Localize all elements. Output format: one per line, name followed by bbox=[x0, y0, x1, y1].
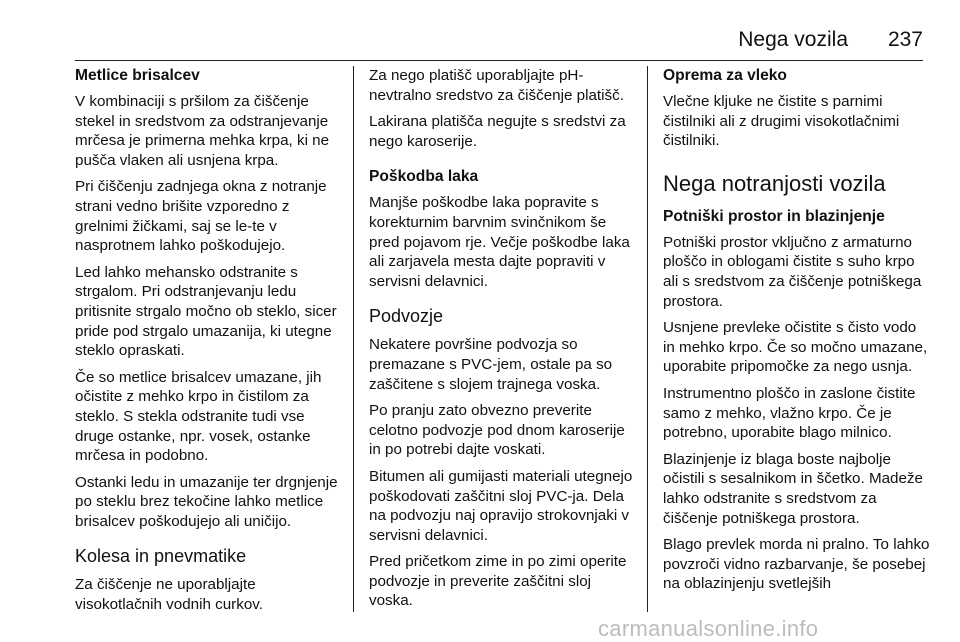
column-2 bbox=[369, 66, 637, 618]
paragraph: Usnjene prevleke očistite s čisto vodo in mehko krpo. Če so močno umazane, uporabite pripomočke za nego usnja. bbox=[663, 319, 928, 376]
column-divider-2 bbox=[647, 66, 648, 612]
paragraph: Če so metlice brisalcev umazane, jih očistite z mehko krpo in čistilom za steklo. S stekla odstranite tudi vse druge ostanke, npr. vosek, ostanke mrčesa in podobno. bbox=[75, 368, 322, 465]
paragraph: Led lahko mehansko odstranite s strgalom. Pri odstranjevanju ledu pritisnite strgalo močno ob steklo, sicer pride pod strgalo umazanija, ki utegne steklo opraskati. bbox=[75, 263, 337, 360]
paragraph: Blazinjenje iz blaga boste najbolje očistili s sesalnikom in ščetko. Madeže lahko odstranite s sredstvom za čiščenje potniškega prostora. bbox=[663, 450, 923, 527]
paragraph: Nekatere površine podvozja so premazane s PVC-jem, ostale pa so zaščitene s slojem trajnega voska. bbox=[369, 336, 613, 393]
heading-wheels: Kolesa in pnevmatike bbox=[75, 546, 247, 567]
header-title: Nega vozila bbox=[738, 28, 848, 51]
paragraph: Lakirana platišča negujte s sredstvi za nego karoserije. bbox=[369, 113, 626, 150]
paragraph: Vlečne kljuke ne čistite s parnimi čistilniki ali z drugimi visokotlačnimi čistilniki. bbox=[663, 93, 900, 150]
heading-underbody: Podvozje bbox=[369, 306, 444, 327]
paragraph: Pred pričetkom zime in po zimi operite podvozje in preverite zaščitni sloj voska. bbox=[369, 553, 627, 610]
page-number: 237 bbox=[887, 28, 923, 51]
paragraph: Potniški prostor vključno z armaturno ploščo in oblogami čistite s suho krpo ali s sredstvom za čiščenje potniškega prostora. bbox=[663, 233, 922, 310]
heading-wipers: Metlice brisalcev bbox=[75, 67, 200, 84]
paragraph: Blago prevlek morda ni pralno. To lahko povzroči vidno razbarvanje, še posebej na oblazinjenju svetlejših bbox=[663, 536, 930, 593]
paragraph: Za nego platišč uporabljajte pH-nevtralno sredstvo za čiščenje platišč. bbox=[369, 67, 624, 104]
paragraph: Ostanki ledu in umazanije ter drgnjenje po steklu brez tekočine lahko metlice brisalcev poškodujejo ali uničijo. bbox=[75, 473, 338, 530]
paragraph: Instrumentno ploščo in zaslone čistite samo z mehko, vlažno krpo. Če je potrebno, uporabite blago milnico. bbox=[663, 384, 916, 442]
watermark: carmanualsonline.info bbox=[598, 616, 819, 641]
paragraph: Pri čiščenju zadnjega okna z notranje strani vedno brišite vzporedno z grelnimi žičkami, saj se le-te v nasprotnem lahko poškodujejo. bbox=[75, 178, 327, 255]
paragraph: Po pranju zato obvezno preverite celotno podvozje pod dnom karoserije in po potrebi dajte voskati. bbox=[369, 402, 625, 459]
column-3 bbox=[663, 66, 931, 601]
paragraph: Bitumen ali gumijasti materiali utegnejo poškodovati zaščitni sloj PVC-ja. Dela na podvozju naj opravijo strokovnjaki v servisni delavnici. bbox=[369, 467, 633, 544]
column-divider-1 bbox=[353, 66, 354, 612]
heading-interior-care: Nega notranjosti vozila bbox=[663, 170, 886, 196]
paragraph: Manjše poškodbe laka popravite s korekturnim barvnim svinčnikom še pred pojavom rje. Večje poškodbe laka ali zarjavela mesta dajte popraviti v servisni delavnici. bbox=[369, 194, 630, 290]
heading-passenger-compartment: Potniški prostor in blazinjenje bbox=[663, 207, 885, 225]
header-rule bbox=[75, 60, 923, 61]
column-1 bbox=[75, 66, 343, 622]
heading-paint-damage: Poškodba laka bbox=[369, 168, 479, 186]
heading-towing: Oprema za vleko bbox=[663, 67, 787, 84]
page-header bbox=[0, 22, 960, 62]
paragraph: V kombinaciji s pršilom za čiščenje stekel in sredstvom za odstranjevanje mrčesa je primerna mehka krpa, ki ne pušča vlaken ali usnjena krpa. bbox=[75, 93, 330, 169]
paragraph: Za čiščenje ne uporabljajte visokotlačnih vodnih curkov. bbox=[75, 576, 263, 614]
